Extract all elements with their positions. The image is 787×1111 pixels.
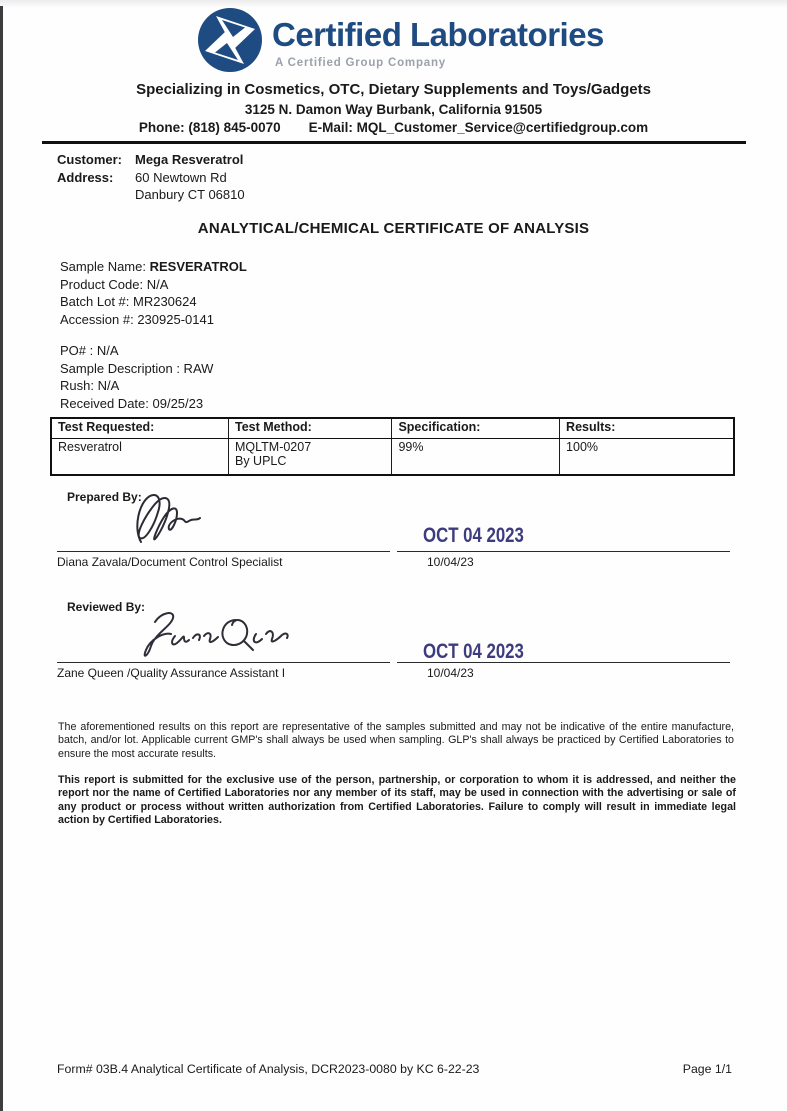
prepared-by-label: Prepared By:: [67, 490, 142, 504]
reviewed-by-label: Reviewed By:: [67, 600, 146, 614]
accession-line: Accession #: 230925-0141: [60, 311, 214, 327]
legal-disclaimer-paragraph: This report is submitted for the exclusive use of the person, partnership, or corporation to whom it is addressed, and neither the report nor the name of Certified Laboratories nor any member of its staff, may be used in connection with the advertising or sale of any product or process without written authorization from Certified Laboratories. Failure to comply will result in immediate legal action by Certified Laboratories.: [58, 774, 736, 826]
brand-tagline: A Certified Group Company: [275, 57, 446, 69]
results-disclaimer-paragraph: The aforementioned results on this report are representative of the samples submitted and may not be indicative of the entire manufacture, batch, and/or lot. Applicable current GMP's shall always be used when sampling. GLP's shall always be practiced by Certified Laboratories to ensure the most accurate results.: [58, 721, 734, 760]
batch-lot-line: Batch Lot #: MR230624: [60, 294, 197, 309]
rush-line: Rush: N/A: [60, 378, 120, 393]
customer-address-line2: Danbury CT 06810: [135, 187, 245, 202]
header-divider: [42, 141, 746, 144]
cell-specification: 99%: [392, 439, 560, 476]
page-footer: [57, 1062, 732, 1076]
col-specification: Specification:: [392, 418, 560, 439]
brand-name: Certified Laboratories: [272, 16, 604, 53]
scan-edge-left: [0, 6, 3, 1111]
results-table: [50, 417, 735, 476]
header-address: 3125 N. Damon Way Burbank, California 91505: [244, 102, 543, 117]
reviewed-signature-line: [57, 662, 390, 663]
col-results: Results:: [560, 418, 734, 439]
reviewed-date: 10/04/23: [427, 666, 474, 680]
scan-edge-top: [0, 0, 787, 7]
sample-info-block: [60, 258, 247, 328]
reviewed-name-title: Zane Queen /Quality Assurance Assistant I: [57, 666, 286, 680]
header-email: E-Mail: MQL_Customer_Service@certifiedgroup.com: [308, 120, 649, 135]
col-test-method: Test Method:: [228, 418, 391, 439]
received-date-line: Received Date: 09/25/23: [60, 395, 204, 411]
footer-page-number: Page 1/1: [682, 1062, 732, 1076]
diana-zavala-signature-icon: [129, 488, 207, 555]
header-specialization: Specializing in Cosmetics, OTC, Dietary Supplements and Toys/Gadgets: [136, 81, 651, 98]
zane-queen-signature-icon: [139, 604, 289, 665]
table-row: [51, 439, 734, 476]
customer-address-line1: 60 Newtown Rd: [135, 169, 227, 185]
reviewed-date-stamp: OCT 04 2023: [423, 640, 524, 663]
results-table-header-row: [51, 418, 734, 439]
prepared-date-line: [397, 551, 730, 552]
customer-block: [57, 151, 245, 204]
prepared-name-title: Diana Zavala/Document Control Specialist: [57, 555, 283, 569]
certified-laboratories-logo-icon: [196, 6, 264, 74]
method-line1: MQLTM-0207: [234, 440, 312, 454]
po-line: PO# : N/A: [60, 343, 119, 358]
sample-name-label: Sample Name:: [60, 259, 150, 274]
cell-results: 100%: [560, 439, 734, 476]
header-contact-line: [0, 120, 787, 135]
sample-name-line: [60, 258, 247, 276]
sample-name-value: RESVERATROL: [149, 259, 247, 274]
order-info-block: [60, 342, 213, 412]
cell-test: Resveratrol: [51, 439, 228, 476]
footer-form-number: Form# 03B.4 Analytical Certificate of Analysis, DCR2023-0080 by KC 6-22-23: [57, 1062, 480, 1076]
customer-address-label: Address:: [57, 169, 114, 185]
reviewed-by-block: [57, 596, 733, 686]
customer-name: Mega Resveratrol: [135, 152, 244, 167]
prepared-date-stamp: OCT 04 2023: [423, 524, 524, 547]
reviewed-date-line: [397, 662, 730, 663]
header-phone: Phone: (818) 845-0070: [138, 120, 281, 135]
method-line2: By UPLC: [234, 454, 287, 468]
customer-label: Customer:: [57, 152, 123, 167]
prepared-date: 10/04/23: [427, 555, 474, 569]
prepared-signature-line: [57, 551, 390, 552]
document-title: ANALYTICAL/CHEMICAL CERTIFICATE OF ANALYSIS: [197, 220, 590, 237]
prepared-by-block: [57, 486, 733, 576]
sample-description-line: Sample Description : RAW: [60, 360, 214, 376]
col-test-requested: Test Requested:: [51, 418, 228, 439]
cell-method: [228, 439, 391, 476]
product-code-line: Product Code: N/A: [60, 276, 169, 292]
